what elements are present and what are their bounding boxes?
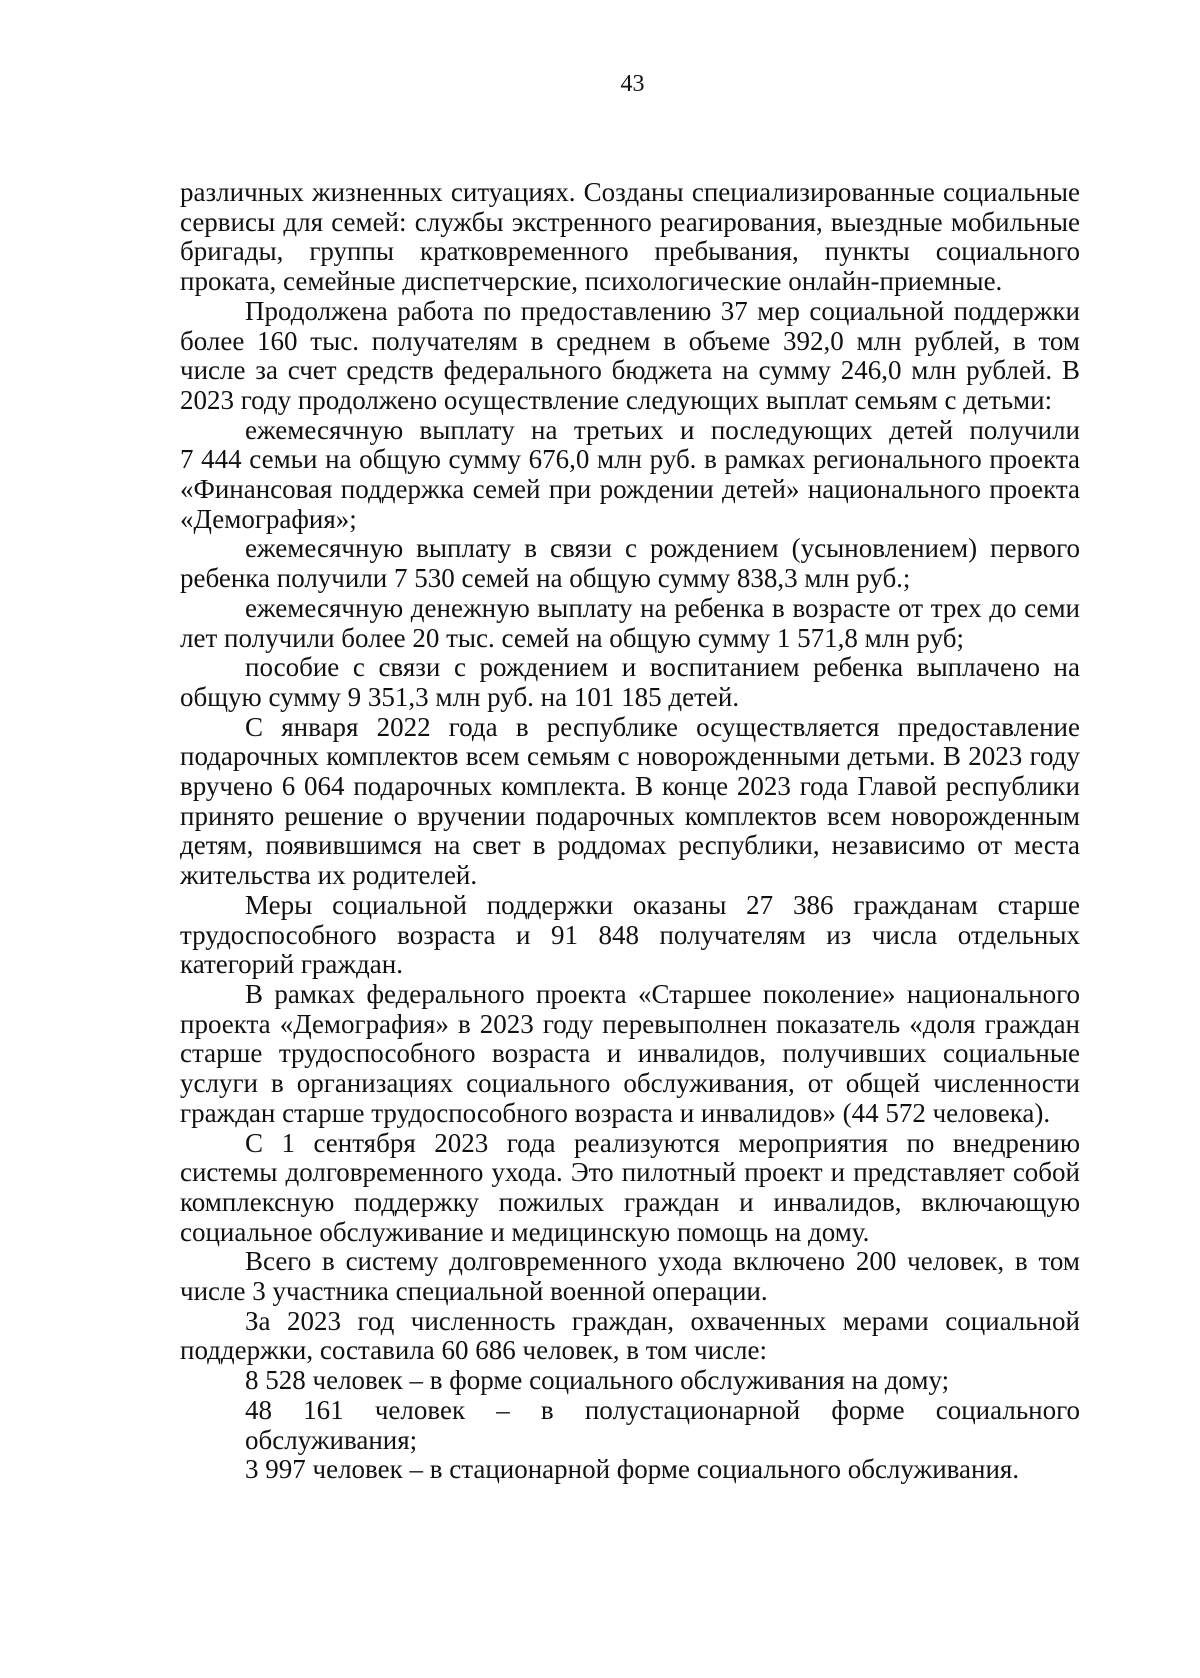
paragraph — [180, 980, 1080, 1129]
text-line: сервисы для семей: службы экстренного реагирования, выездные мобильные — [180, 206, 1080, 237]
text-line: ежемесячную денежную выплату на ребенка в возрасте от трех до семи — [245, 592, 1080, 623]
paragraph — [180, 1307, 1080, 1366]
text-line: проекта «Демография» в 2023 году перевыполнен показатель «доля граждан — [180, 1008, 1080, 1039]
text-line: поддержки, составила 60 686 человек, в том числе: — [180, 1335, 767, 1366]
document-body — [180, 178, 1080, 1485]
text-line: Всего в систему долговременного ухода включено 200 человек, в том — [245, 1246, 1080, 1277]
text-line: лет получили более 20 тыс. семей на общую сумму 1 571,8 млн руб; — [180, 622, 964, 653]
paragraph — [180, 1366, 1080, 1396]
text-line: старше трудоспособного возраста и инвалидов, получивших социальные — [180, 1038, 1080, 1069]
text-line: принято решение о вручении подарочных комплектов всем новорожденным — [180, 800, 1080, 831]
paragraph — [180, 534, 1080, 593]
text-line: категорий граждан. — [180, 949, 403, 980]
text-line: пособие с связи с рождением и воспитанием ребенка выплачено на — [245, 652, 1080, 683]
text-line: общую сумму 9 351,3 млн руб. на 101 185 детей. — [180, 681, 740, 712]
text-line: ежемесячную выплату в связи с рождением (усыновлением) первого — [245, 533, 1080, 564]
text-line: С 1 сентября 2023 года реализуются мероприятия по внедрению — [245, 1127, 1080, 1158]
paragraph — [180, 653, 1080, 712]
text-line: числе за счет средств федерального бюджета на сумму 246,0 млн рублей. В — [180, 355, 1080, 386]
paragraph — [180, 416, 1080, 535]
text-line: проката, семейные диспетчерские, психологические онлайн-приемные. — [180, 266, 1003, 297]
text-line: «Финансовая поддержка семей при рождении детей» национального проекта — [180, 474, 1080, 505]
text-line: 48 161 человек – в полустационарной форме социального обслуживания; — [245, 1394, 1080, 1455]
text-line: За 2023 год численность граждан, охваченных мерами социальной — [245, 1305, 1080, 1336]
paragraph — [180, 1396, 1080, 1455]
text-line: подарочных комплектов всем семьям с новорожденными детьми. В 2023 году — [180, 741, 1080, 772]
text-line: социальное обслуживание и медицинскую помощь на дому. — [180, 1216, 870, 1247]
text-line: С января 2022 года в республике осуществляется предоставление — [245, 711, 1080, 742]
paragraph — [180, 1455, 1080, 1485]
text-line: граждан старше трудоспособного возраста и инвалидов» (44 572 человека). — [180, 1097, 1051, 1128]
text-line: бригады, группы кратковременного пребывания, пункты социального — [180, 236, 1080, 267]
text-line: услуги в организациях социального обслуживания, от общей численности — [180, 1068, 1080, 1099]
text-line: ежемесячную выплату на третьих и последующих детей получили — [245, 414, 1080, 445]
paragraph — [180, 713, 1080, 891]
text-line: числе 3 участника специальной военной операции. — [180, 1276, 768, 1307]
text-line: вручено 6 064 подарочных комплекта. В конце 2023 года Главой республики — [180, 771, 1080, 802]
text-line: ребенка получили 7 530 семей на общую сумму 838,3 млн руб.; — [180, 563, 911, 594]
page-number: 43 — [620, 71, 645, 97]
text-line: трудоспособного возраста и 91 848 получателям из числа отдельных — [180, 919, 1080, 950]
text-line: детям, появившимся на свет в роддомах республики, независимо от места — [180, 830, 1080, 861]
text-line: 7 444 семьи на общую сумму 676,0 млн руб. в рамках регионального проекта — [180, 444, 1080, 475]
paragraph — [180, 1247, 1080, 1306]
text-line: Продолжена работа по предоставлению 37 мер социальной поддержки — [245, 295, 1080, 326]
paragraph — [180, 891, 1080, 980]
text-line: различных жизненных ситуациях. Созданы специализированные социальные — [180, 177, 1080, 207]
text-line: жительства их родителей. — [180, 860, 478, 891]
text-line: системы долговременного ухода. Это пилотный проект и представляет собой — [180, 1157, 1080, 1188]
paragraph — [180, 297, 1080, 416]
text-line: более 160 тыс. получателям в среднем в объеме 392,0 млн рублей, в том — [180, 325, 1080, 356]
paragraph — [180, 594, 1080, 653]
text-line: «Демография»; — [180, 503, 357, 534]
paragraph — [180, 1129, 1080, 1248]
text-line: 8 528 человек – в форме социального обслуживания на дому; — [245, 1365, 950, 1396]
text-line: В рамках федерального проекта «Старшее поколение» национального — [245, 978, 1080, 1009]
text-line: комплексную поддержку пожилых граждан и инвалидов, включающую — [180, 1186, 1080, 1217]
text-line: 3 997 человек – в стационарной форме социального обслуживания. — [245, 1454, 1020, 1485]
text-line: Меры социальной поддержки оказаны 27 386 гражданам старше — [245, 889, 1080, 920]
text-line: 2023 году продолжено осуществление следующих выплат семьям с детьми: — [180, 384, 1053, 415]
paragraph — [180, 178, 1080, 297]
